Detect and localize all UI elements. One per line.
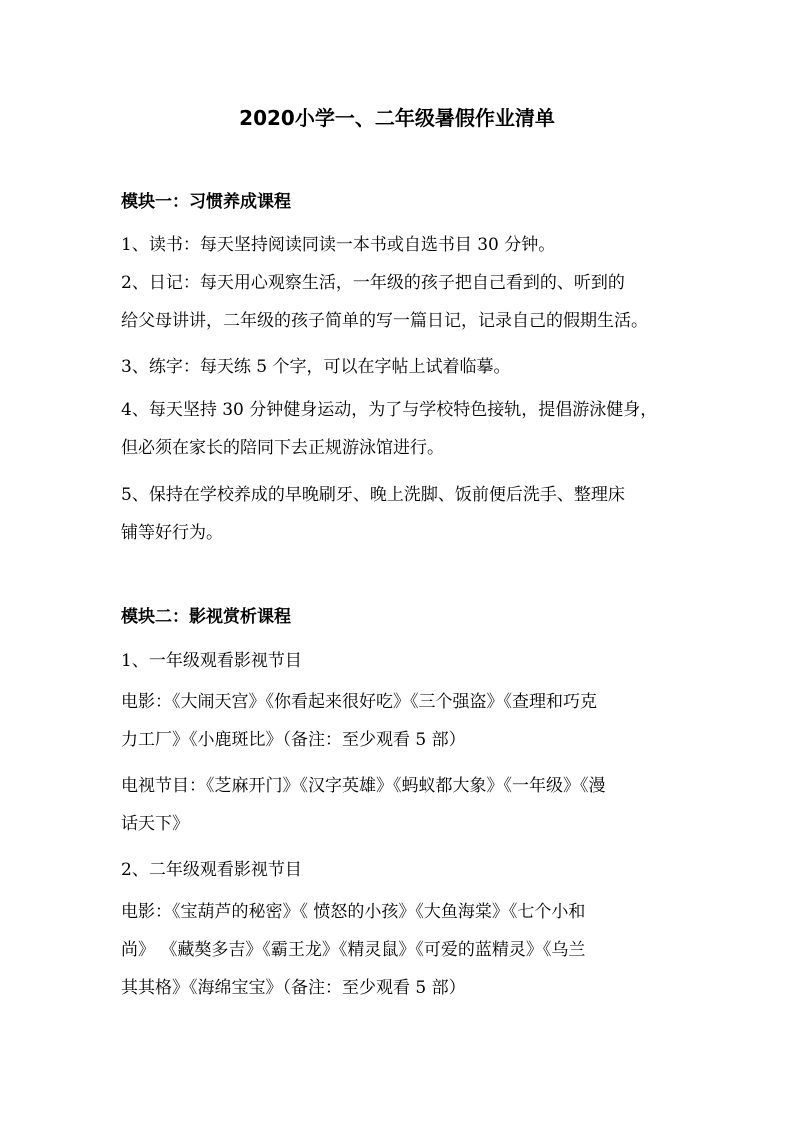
text-line: 给父母讲讲，二年级的孩子简单的写一篇日记，记录自己的假期生活。 xyxy=(121,311,648,331)
text-line: 话天下》 xyxy=(121,814,189,834)
text-line: 其其格》《海绵宝宝》（备注：至少观看 5 部） xyxy=(121,978,466,998)
text-line: 电影：《大闹天宫》《你看起来很好吃》《三个强盗》《查理和巧克 xyxy=(121,692,597,712)
text-line: 力工厂》《小鹿斑比》（备注：至少观看 5 部） xyxy=(121,730,466,750)
module-two-heading: 模块二：影视赏析课程 xyxy=(121,607,291,627)
text-line: 电视节目：《芝麻开门》《汉字英雄》《蚂蚁都大象》《一年级》《漫 xyxy=(121,776,606,796)
text-line: 电影：《宝葫芦的秘密》《 愤怒的小孩》《大鱼海棠》《七个小和 xyxy=(121,902,586,922)
page-title: 2020小学一、二年级暑假作业清单 xyxy=(239,106,555,130)
grade-one-title xyxy=(121,642,677,680)
text-line: 1、读书：每天坚持阅读同读一本书或自选书目 30 分钟。 xyxy=(121,235,556,255)
grade-one-movies xyxy=(121,683,677,759)
text-line: 1、一年级观看影视节目 xyxy=(121,651,302,671)
text-line: 3、练字：每天练 5 个字，可以在字帖上试着临摹。 xyxy=(121,357,511,377)
text-line: 铺等好行为。 xyxy=(121,523,223,543)
grade-two-movies xyxy=(121,893,677,1007)
text-line: 但必须在家长的陪同下去正规游泳馆进行。 xyxy=(121,438,444,458)
text-line: 2、日记：每天用心观察生活，一年级的孩子把自己看到的、听到的 xyxy=(121,273,625,293)
module-one-heading: 模块一：习惯养成课程 xyxy=(121,192,291,212)
habit-item-reading xyxy=(121,226,677,264)
text-line: 4、每天坚持 30 分钟健身运动，为了与学校特色接轨，提倡游泳健身， xyxy=(121,400,658,420)
text-line: 5、保持在学校养成的早晚刷牙、晚上洗脚、饭前便后洗手、整理床 xyxy=(121,485,625,505)
text-line: 2、二年级观看影视节目 xyxy=(121,860,302,880)
habit-item-calligraphy xyxy=(121,348,677,386)
grade-two-title xyxy=(121,851,677,889)
habit-item-diary xyxy=(121,264,677,340)
habit-item-exercise xyxy=(121,391,677,467)
grade-one-tv-programs xyxy=(121,767,677,843)
habit-item-hygiene xyxy=(121,476,677,552)
text-line: 尚》 《藏獒多吉》《霸王龙》《精灵鼠》《可爱的蓝精灵》《乌兰 xyxy=(121,940,586,960)
